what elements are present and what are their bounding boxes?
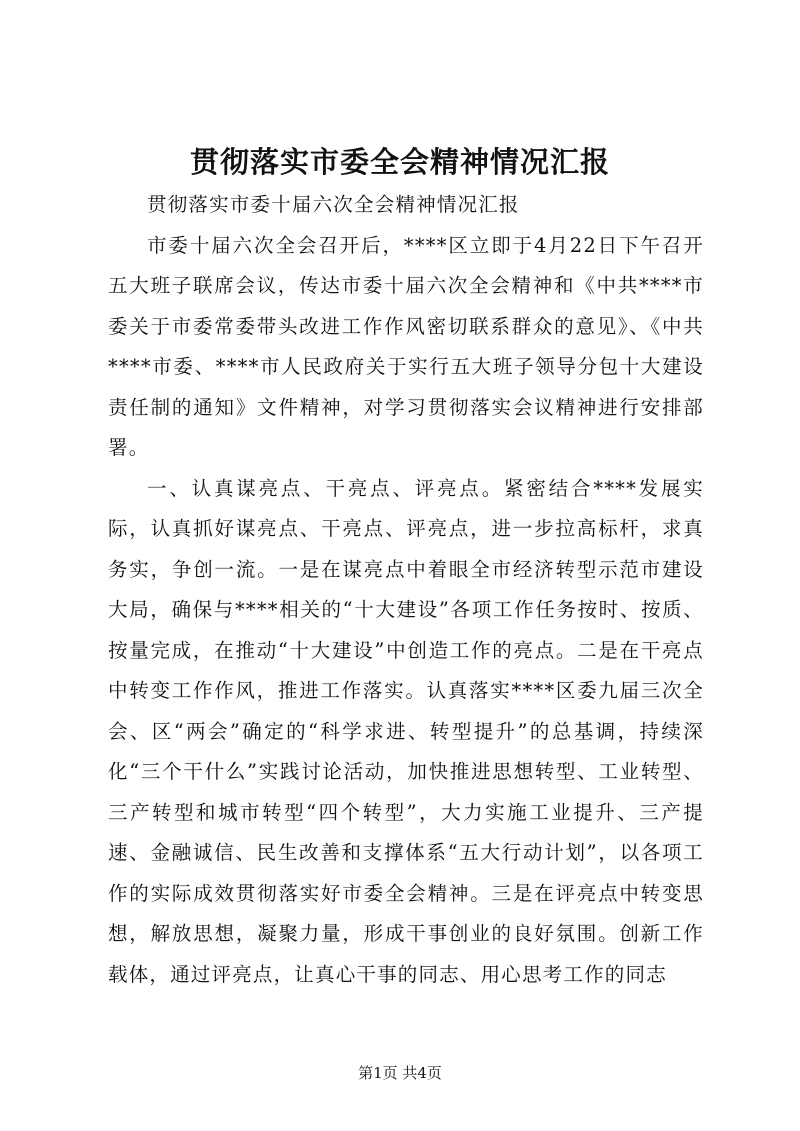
body-paragraph-1: 市委十届六次全会召开后，****区立即于4月22日下午召开五大班子联席会议，传达市委十届六次全会精神和《中共****市委关于市委常委带头改进工作作风密切联系群众的意见》、《中共****市委、****市人民政府关于实行五大班子领导分包十大建设责任制的通知》文件精神，对学习贯彻落实会议精神进行安排部署。 (108, 233, 704, 459)
page-number-footer: 第1页 共4页 (358, 1064, 442, 1082)
body-paragraph-2: 一、认真谋亮点、干亮点、评亮点。紧密结合****发展实际，认真抓好谋亮点、干亮点、评亮点，进一步拉高标杆，求真务实，争创一流。一是在谋亮点中着眼全市经济转型示范市建设大局，确保与****相关的“十大建设”各项工作任务按时、按质、按量完成，在推动“十大建设”中创造工作的亮点。二是在干亮点中转变工作作风，推进工作落实。认真落实****区委九届三次全会、区“两会”确定的“科学求进、转型提升”的总基调，持续深化“三个干什么”实践讨论活动，加快推进思想转型、工业转型、三产转型和城市转型“四个转型”，大力实施工业提升、三产提速、金融诚信、民生改善和支撑体系“五大行动计划”，以各项工作的实际成效贯彻落实好市委全会精神。三是在评亮点中转变思想，解放思想，凝聚力量，形成干事创业的良好氛围。创新工作载体，通过评亮点，让真心干事的同志、用心思考工作的同志 (108, 476, 704, 986)
subtitle-paragraph: 贯彻落实市委十届六次全会精神情况汇报 (147, 193, 520, 216)
document-title: 贯彻落实市委全会精神情况汇报 (189, 145, 610, 179)
document-body (108, 185, 704, 995)
